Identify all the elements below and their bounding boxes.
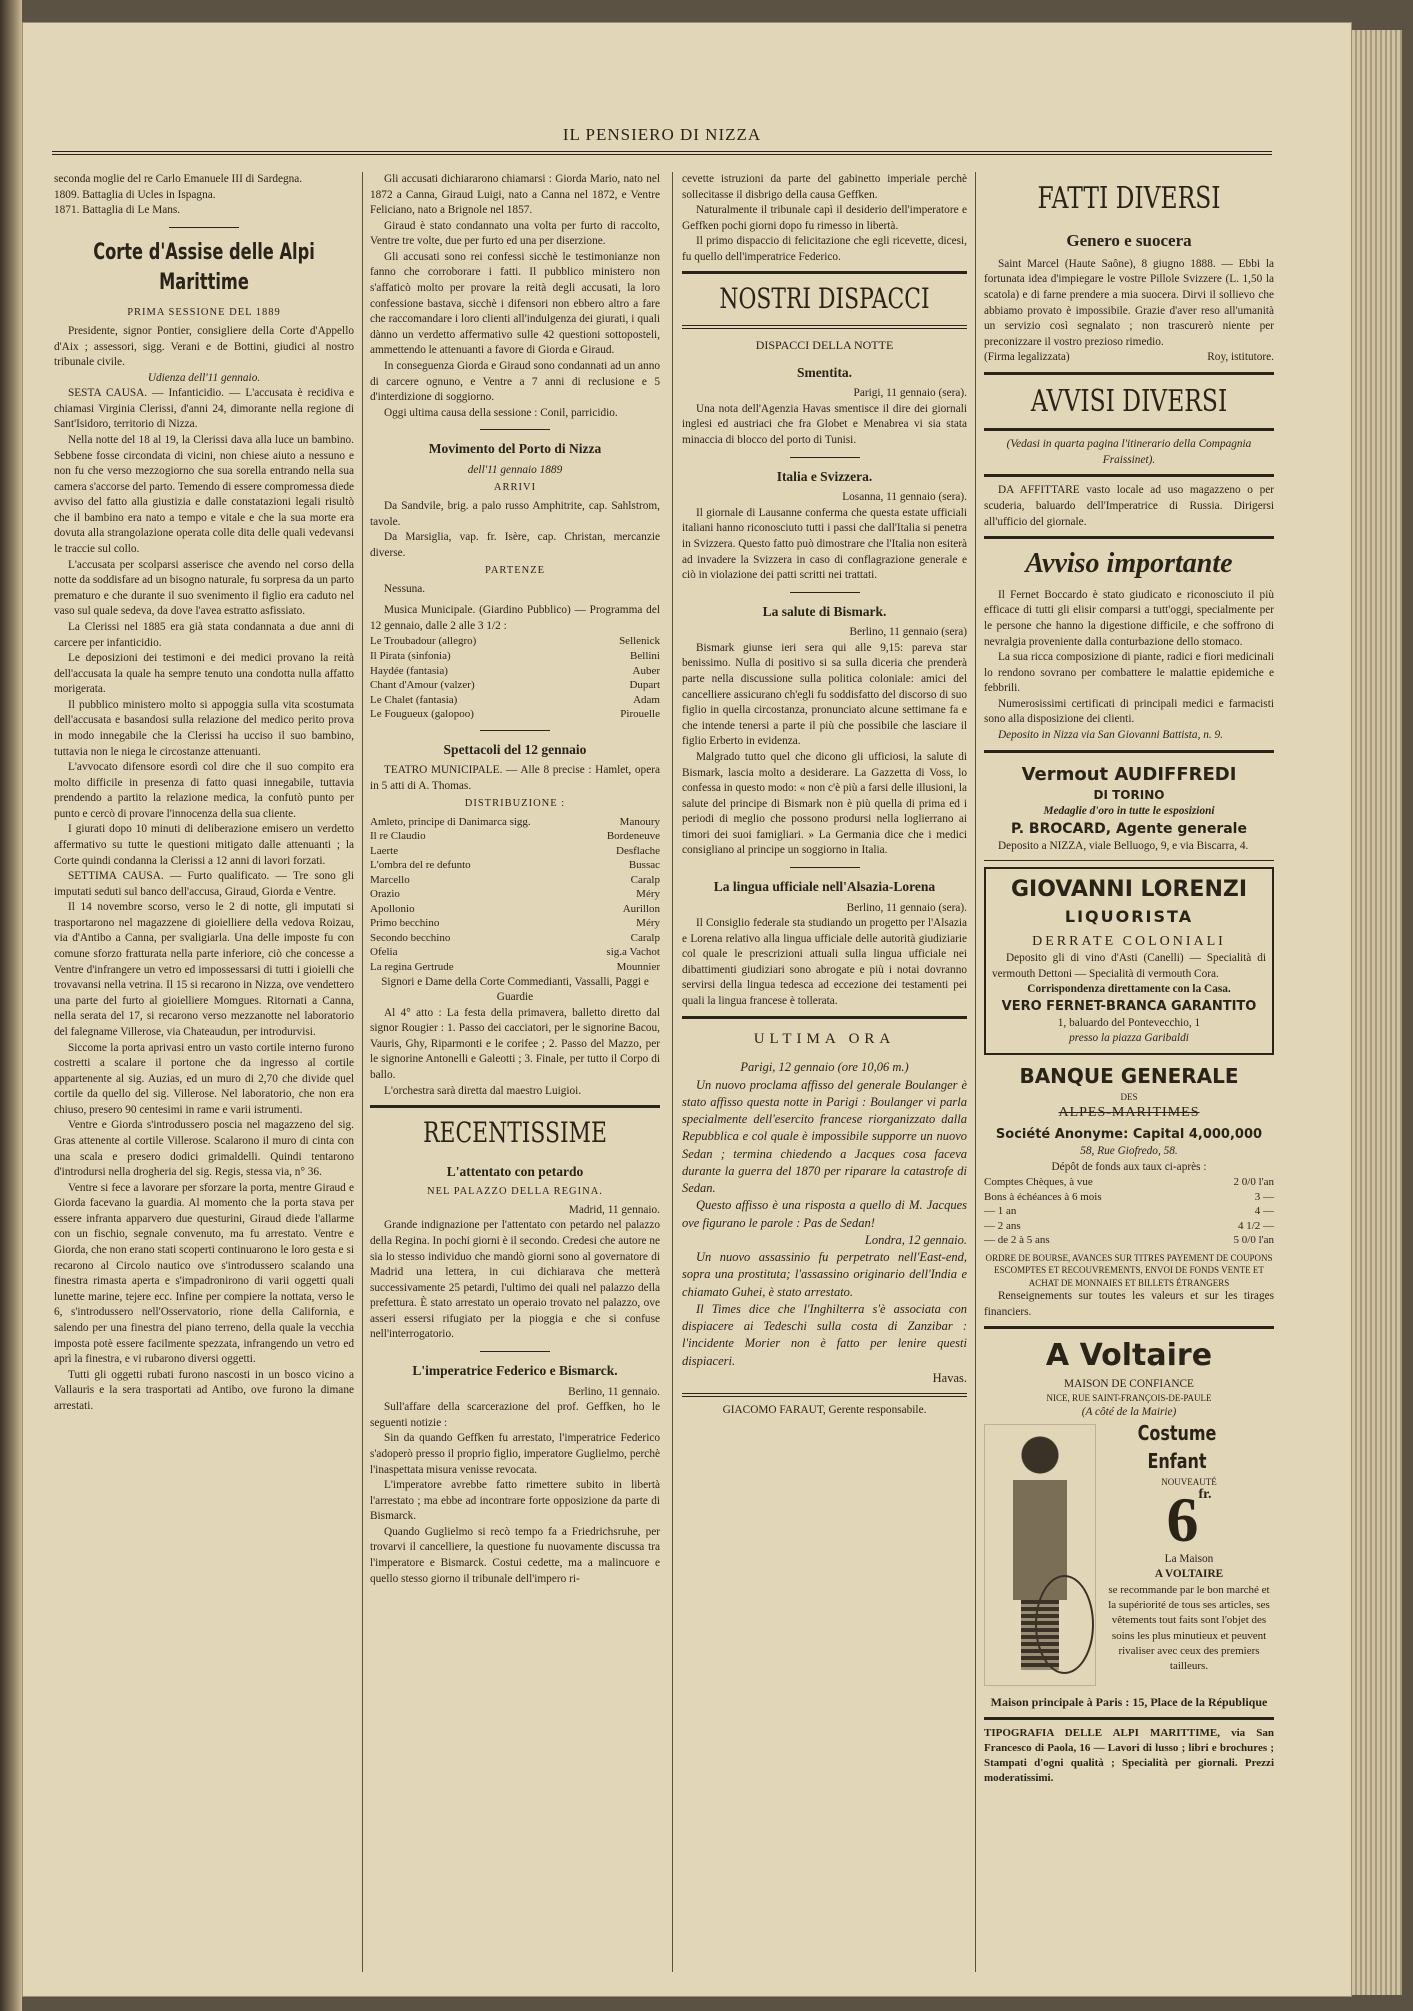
paragraph: Il Fernet Boccardo è stato giudicato e riconosciuto il più efficace di tutti gli elisir comparsi a tutt'oggi, specialmente per le persone che hanno la digestione difficile, e che soffrono di nevralgia proveniente dalla conturbazione dello stomaco. [984, 588, 1274, 648]
printer-ad: TIPOGRAFIA DELLE ALPI MARITTIME, via San Francesco di Paola, 16 — Lavori di lusso ; libri e brochures ; Stampati d'ogni qualità ; Specialità per giornali. Prezzi moderatissimi. [984, 1726, 1274, 1785]
separator [480, 429, 550, 430]
product-title: Costume Enfant [1137, 1421, 1217, 1473]
paragraph: Presidente, signor Pontier, consigliere della Corte d'Appello d'Aix ; assessori, sigg. Verani e de Bottini, giudici al nostro tribunale civile. [54, 324, 354, 369]
article-title: L'attentato con petardo [446, 1163, 584, 1179]
paragraph: L'avvocato difensore esordì col dire che il suo compito era molto difficile in presenza di fatto quasi innegabile, tuttavia prendendo a partito la relazione medica, la confutò punto per punto e cercò di provare l'innocenza della sua cliente. [54, 761, 354, 820]
section-rule [984, 1326, 1274, 1329]
piece-name: Haydée (fantasia) [370, 664, 448, 677]
paragraph: Malgrado tutto quel che dicono gli ufficiosi, la salute di Bismark, lascia molto a desiderare. La Gazzetta di Voss, lo confessa in questo modo: « non c'è più a farsi delle illusioni, la salute del principe di Bismark non è più quella di prima ed i periodi di meglio che possono prodursi nella loglierrano ai timori dei suoi famigliari. » La Germania dice che i medici consigliano al principe un soggiorno in Italia. [682, 750, 967, 857]
rate-value: 5 0/0 l'an [1233, 1234, 1274, 1247]
paragraph: Ventre si fece a lavorare per sforzare la porta, mentre Giraud e Giorda facevano la guardia. Al momento che la porta stava per essere infranta apparvero due questurini, Giraud diede l'allarme con un fischio, segnale convenuto, ma fu arrestato. Ventre e Giorda, che non erano stati scoperti continuarono le loro gesta e si recarono al Circolo nautico ove s'introdussero scalando una finestra rimasta aperta e s'impadronirono di varii oggetti quali lunette marine, tejere ecc. Infine per compiere la nottata, verso le 6, s'introdussero nell'Osservatorio, rione della California, e salendo per una finestra del piano terreno, della quale la vecchia imposta potè essere facilmente spezzata, infrangendo un vetro ed aprì la finestra, e vi rubarono diversi oggetti. [54, 1181, 354, 1366]
paragraph: L'orchestra sarà diretta dal maestro Luigioi. [384, 1084, 582, 1097]
column-rule [672, 172, 673, 1972]
cast-row [370, 873, 660, 888]
separator [480, 730, 550, 731]
intro-line: 1809. Battaglia di Ucles in Ispagna. [54, 188, 216, 201]
separator [790, 592, 860, 593]
product: VERO FERNET-BRANCA GARANTITO [1001, 998, 1257, 1014]
store-location: (A côté de la Mairie) [1081, 1405, 1177, 1418]
medals: Medaglie d'oro in tutte le esposizioni [1043, 804, 1215, 817]
article-subtitle: NEL PALAZZO DELLA REGINA. [427, 1186, 603, 1198]
dateline: Berlino, 11 gennaio (sera). [846, 901, 967, 914]
section-rule [682, 1393, 967, 1397]
paragraph: Giraud è stato condannato una volta per furto di raccolto, Ventre tre volte, due per furto ed una per diserzione. [370, 219, 660, 248]
music-intro: Musica Municipale. (Giardino Pubblico) — Programma del 12 gennaio, dalle 2 alle 3 1/2 : [370, 604, 660, 632]
rate-row [984, 1190, 1274, 1205]
page-edges [1352, 30, 1402, 1995]
rate-row [984, 1204, 1274, 1219]
bank-address: 58, Rue Giofredo, 58. [1080, 1145, 1178, 1158]
hoop-illustration [1035, 1575, 1094, 1674]
paragraph: Tutti gli oggetti rubati furono nascosti in un bosco vicino a Vallauris e la sera trasportati ad Antibo, ove furono la dimane arrestati. [54, 1368, 354, 1412]
paris-address: Maison principale à Paris : 15, Place de la République [990, 1695, 1268, 1710]
paragraph: L'accusata per scolparsi asserisce che avendo nel corso della notte da soddisfare ad un bisogno naturale, fu sorpresa da un parto prematuro e che durante il suo svenimento il figlio era caduto nel vaso sul quale sedeva, da dove l'avea estratto asfissiato. [54, 558, 354, 618]
paragraph: L'imperatore avrebbe fatto rimettere subito in libertà l'arrestato ; ma ebbe ad incontrare forte opposizione da parte di Bismarck. [370, 1479, 660, 1523]
paragraph: La sua ricca composizione di piante, radici e fiori medicinali lo rendono sovrano per combattere le malattie epidemiche e febbrili. [984, 651, 1274, 695]
rate-label: — 1 an [984, 1205, 1017, 1218]
note: (Vedasi in quarta pagina l'itinerario della Compagnia Fraissinet). [1006, 438, 1252, 466]
piece-author: Auber [632, 664, 660, 677]
paragraph: Sull'affare della scarcerazione del prof. Geffken, ho le seguenti notizie : [370, 1401, 660, 1429]
voltaire-ad [984, 1335, 1274, 1711]
bank-services: ORDRE DE BOURSE, AVANCES SUR TITRES PAYEMENT DE COUPONS ESCOMPTES ET RECOUVREMENTS, ENVOI DE FONDS VENTE ET ACHAT DE MONNAIES ET BILLETS ÉTRANGERS [985, 1252, 1273, 1288]
paragraph: Sin da quando Geffken fu arrestato, l'imperatrice Federico s'adoperò presso il proprio figlio, imperatore Guglielmo, perchè l'inaspettata misura venisse revocata. [370, 1432, 660, 1476]
section-rule [984, 372, 1274, 375]
separator [790, 457, 860, 458]
column-2 [370, 172, 660, 1982]
page-header [52, 117, 1272, 159]
role: L'ombra del re defunto [370, 859, 471, 872]
cast-row [370, 887, 660, 902]
paragraph: SESTA CAUSA. — Infanticidio. — L'accusata è recidiva e chiamasi Virginia Clerissi, d'anni 24, dimorante nella regione di Sant'Isidoro, territorio di Nizza. [54, 387, 354, 431]
role: Amleto, principe di Danimarca sigg. [370, 815, 531, 828]
cast-row [370, 902, 660, 917]
shop-type: LIQUORISTA [1064, 906, 1194, 926]
avvisi-title: AVVISI DIVERSI [1030, 383, 1228, 419]
price-value: 6 [1166, 1483, 1199, 1555]
shop-name: GIOVANNI LORENZI [1010, 877, 1248, 903]
paragraph: Al 4° atto : La festa della primavera, balletto diretto dal signor Rougier : 1. Passo dei cacciatori, per le signorine Bacou, Vauris, Ghy, Riparmonti e le corifee ; 2. Passo del Mazzo, per le signorine Antonelli e Galeotti ; 3. Finale, per tutto il Corpo di ballo. [370, 1006, 660, 1081]
article-title: Smentita. [796, 364, 853, 380]
column-rule [975, 172, 976, 1972]
cast-row [370, 858, 660, 873]
rate-value: 4 — [1254, 1205, 1274, 1218]
section-rule [984, 750, 1274, 753]
paragraph: Grande indignazione per l'attentato con petardo nel palazzo della Regina. In pochi giorni è il secondo. Credesi che autore ne sia lo stesso individuo che mandò giorni sono al governatore di Madrid una lettera, in cui dichiarava che metterà successivamente 25 petardi, l'ultimo dei quali nel palazzo della prefettura. È stato arrestato un operaio trovato nel palazzo, ove asseri essersi rifugiato per la pioggia e che si confuse nell'interrogatorio. [370, 1219, 660, 1341]
column-1 [54, 172, 354, 1982]
section-rule [984, 474, 1274, 477]
role: Laerte [370, 844, 399, 857]
address: presso la piazza Garibaldi [1069, 1032, 1189, 1045]
piece-author: Bellini [630, 649, 660, 662]
vermout-ad [984, 759, 1274, 862]
actor: Caralp [630, 873, 660, 886]
paragraph: Nella notte del 18 al 19, la Clerissi dava alla luce un bambino. Sebbene fosse circondata di vicini, non chiese aiuto a nessuno e non fu che verso mezzogiorno che sua sorella entrando nella sua camera s'accorse del parto. Temendo di essere compromessa diede avviso del fatto alla giustizia e dalle constatazioni legali risultò che il bambino era nato a tempo e vitale e che la sua morte era dovuta alla strangolazione operata colle dita delle quali vedevansi le traccie sul collo. [54, 433, 354, 556]
cast-row [370, 815, 660, 830]
section-rule [682, 271, 967, 274]
last-hour-title: ULTIMA ORA [753, 1030, 896, 1047]
program-row [370, 634, 660, 649]
book-spine [0, 0, 22, 2011]
dateline: Berlino, 11 gennaio (sera) [849, 626, 967, 639]
article-title: Genero e suocera [1066, 231, 1192, 251]
role: Marcello [370, 873, 410, 886]
arrivals-label: ARRIVI [493, 482, 537, 494]
cast-list [370, 815, 660, 975]
actor: sig.a Vachot [606, 946, 660, 959]
bank-name: BANQUE GENERALE [1019, 1064, 1239, 1088]
paragraph: Nessuna. [384, 582, 426, 595]
rate-value: 2 0/0 l'an [1233, 1176, 1274, 1189]
paragraph: Il Times dice che l'Inghilterra s'è associata con dispiacere ai Tedeschi sulla costa di Zanzibar : l'incidente Morier non è fatto per lenire questi dispiaceri. [682, 1301, 967, 1368]
signature: Havas. [932, 1370, 967, 1385]
role: Primo becchino [370, 917, 440, 930]
piece-author: Dupart [629, 679, 660, 692]
rate-label: — de 2 à 5 ans [984, 1234, 1050, 1247]
court-title: Corte d'Assise delle Alpi Marittime [93, 239, 315, 296]
paragraph: I giurati dopo 10 minuti di deliberazione emisero un verdetto affermativo su tutte le questioni mitigato dalle attenuanti ; la Corte quindi condanna la Clerissi a 12 anni di lavori forzati. [54, 823, 354, 867]
store-label: A VOLTAIRE [1154, 1568, 1224, 1581]
cast-row [370, 931, 660, 946]
section-rule [682, 325, 967, 329]
piece-name: Chant d'Amour (valzer) [370, 679, 475, 692]
shop-tagline: DERRATE COLONIALI [1032, 933, 1226, 949]
piece-author: Sellenick [619, 635, 660, 648]
store-description: se recommande par le bon marché et la supériorité de tous ses articles, ses vêtements tout faits sont l'objet des soins les plus minutieux et peuvent rivaliser avec ceux des premiers tailleurs. [1108, 1584, 1270, 1672]
deposit-label: Dépôt de fonds aux taux ci-après : [1051, 1160, 1207, 1173]
dateline: Losanna, 11 gennaio (sera). [842, 491, 967, 504]
paragraph: Il giornale di Lausanne conferma che questa estate ufficiali italiani hanno riconosciuto tutti i passi che dall'Italia si penetra in Svizzera. Questo fatto può dimostrare che l'Italia non esiterà ad invadere la Svizzera in caso di conflagrazione generale e ciò in violazione dei patti scritti nei trattati. [682, 506, 967, 582]
role: Apollonio [370, 902, 415, 915]
dateline: Berlino, 11 gennaio. [568, 1385, 660, 1398]
actor: Aurillon [622, 902, 660, 915]
for-rent-ad: DA AFFITTARE vasto locale ad uso magazzeno o per scuderia, baluardo dell'Imperatrice di Russia. Dirigersi all'ufficio del giornale. [984, 484, 1274, 528]
paragraph: In conseguenza Giorda e Giraud sono condannati ad un anno di carcere ognuno, e Ventre a 7 anni di reclusione e 5 d'interdizione di soggiorno. [370, 359, 660, 404]
rate-value: 3 — [1254, 1190, 1274, 1203]
actor: Mounnier [616, 960, 660, 973]
paragraph: Quando Guglielmo si recò tempo fa a Friedrichsruhe, per trovarvi il cancelliere, la questione fu nuovamente discussa tra l'imperatore e Bismarck. Costui cedette, ma a malincuore e quello stesso giorno il tribunale dell'impero ri- [370, 1525, 660, 1585]
column-4 [984, 172, 1274, 1982]
signature-left: (Firma legalizzata) [984, 351, 1070, 364]
paragraph: La Clerissi nel 1885 era già stata condannata a due anni di carcere per infanticidio. [54, 620, 354, 649]
section-rule [682, 1016, 967, 1019]
paragraph: Ventre e Giorda s'introdussero poscia nel magazzeno del sig. Gras attenente al cortile Villerose. Scalarono il muro di cinta con una scala e presero dodici grimaldelli. Quindi tentarono d'introdursi nella drogheria del sig. Regis, stessa via, n° 36. [54, 1119, 354, 1179]
dispatches-title: NOSTRI DISPACCI [719, 282, 930, 316]
dateline: Parigi, 11 gennaio (sera). [853, 387, 967, 400]
intro-line: 1871. Battaglia di Le Mans. [54, 204, 181, 217]
cast-footer: Signori e Dame della Corte Commedianti, Vassalli, Paggi e Guardie [381, 975, 649, 1004]
section-rule [984, 536, 1274, 539]
paragraph: Gli accusati sono rei confessi sicchè le testimonianze non fanno che corroborare i fatti. Il pubblico ministero non s'affaticò molto per provare la reità degli accusati, la loro confessione bastava, sicchè i difensori non ebbero altro a fare che raccomandare i loro clienti all'indulgenza dei giurati, i quali dànno un verdetto affermativo sulle 42 questioni sottoposteli, ammettendo le attenuanti a favore di Giorda e Giraud. [370, 250, 660, 357]
paragraph: Una nota dell'Agenzia Havas smentisce il dire dei giornali inglesi ed austriaci che fra Globet e Menabrea vi sia stata minaccia di blocco del porto di Tunisi. [682, 402, 967, 446]
dateline: Parigi, 12 gennaio (ore 10,06 m.) [740, 1060, 909, 1075]
recentissime-title: RECENTISSIME [423, 1116, 607, 1150]
piece-name: Le Fougueux (galopoo) [370, 708, 474, 721]
hearing-date: Udienza dell'11 gennaio. [147, 371, 261, 384]
newspaper-title: IL PENSIERO DI NIZZA [562, 125, 762, 144]
rate-row [984, 1175, 1274, 1190]
piece-name: Il Pirata (sinfonia) [370, 649, 451, 662]
brand-origin: DI TORINO [1093, 788, 1165, 803]
program-row [370, 678, 660, 693]
column-3 [682, 172, 967, 1982]
brand-name: Vermout AUDIFFREDI [1021, 763, 1237, 785]
role: Ofelia [370, 946, 398, 959]
paragraph: Naturalmente il tribunale capì il desiderio dell'imperatore e Geffken pochi giorni dopo fu rimesso in libertà. [682, 204, 967, 232]
actor: Méry [636, 888, 660, 901]
section-rule [984, 1717, 1274, 1720]
cast-row [370, 945, 660, 960]
paragraph: Saint Marcel (Haute Saône), 8 giugno 1888. — Ebbi la fortunata idea d'impiegare le vostre Pillole Svizzere (L. 1,50 la scatola) e di farne prendere a mia suocera. Dirvi il sollievo che abbiamo provato è impossibile. Grazie d'aver reso all'umanità un servizio così segnalato ; non trascurerò niente per preconizzare il vostro prezioso rimedio. [984, 257, 1274, 348]
paragraph: Il primo dispaccio di felicitazione che egli ricevette, dicesi, fu quello dell'imperatrice Federico. [682, 235, 967, 263]
address: 1, baluardo del Pontevecchio, 1 [1057, 1016, 1201, 1029]
paragraph: Deposito in Nizza via San Giovanni Battista, n. 9. [998, 729, 1223, 741]
port-title: Movimento del Porto di Nizza [428, 441, 602, 457]
piece-name: Le Troubadour (allegro) [370, 635, 477, 648]
actor: Manoury [619, 815, 660, 828]
paragraph: Le deposizioni dei testimoni e dei medici provano la reità dell'accusata la quale ha sempre tenuto una condotta nulla affatto morigerata. [54, 652, 354, 696]
rate-label: — 2 ans [984, 1219, 1021, 1232]
role: Il re Claudio [370, 830, 426, 843]
rate-row [984, 1219, 1274, 1234]
store-label: La Maison [1164, 1552, 1214, 1565]
cast-row [370, 829, 660, 844]
notice-title: Avviso importante [1025, 548, 1233, 580]
signature-right: Roy, istitutore. [1207, 351, 1274, 364]
paragraph: Siccome la porta aprivasi entro un vasto cortile interno furono costretti a scalare il portone che da ingresso al cortile appartenente al sig. Auzias, ed un muro di 2,70 che divide quel cortile da quello del sig. Villerose. Nel laboratorio, che non era chiuso, presero 90 centesimi in rame e varii istrumenti. [54, 1041, 354, 1116]
cast-label: DISTRIBUZIONE : [464, 798, 566, 810]
rate-label: Comptes Chèques, à vue [984, 1176, 1093, 1189]
price-unit: fr. [1198, 1486, 1212, 1502]
rate-label: Bons à échéances à 6 mois [984, 1190, 1102, 1203]
piece-name: Le Chalet (fantasia) [370, 693, 458, 706]
shows-title: Spettacoli del 12 gennaio [443, 741, 587, 757]
dispatches-subtitle: DISPACCI DELLA NOTTE [755, 338, 894, 353]
role: La regina Gertrude [370, 960, 454, 973]
paragraph: SETTIMA CAUSA. — Furto qualificato. — Tre sono gli imputati seduti sul banco dell'accusa, Giraud, Giorda e Ventre. [54, 870, 354, 898]
signature-row [984, 350, 1274, 366]
actor: Bordeneuve [606, 830, 660, 843]
store-name: A Voltaire [1045, 1338, 1213, 1374]
actor: Méry [636, 917, 660, 930]
column-rule [362, 172, 363, 1972]
actor: Desflache [616, 844, 660, 857]
program-row [370, 693, 660, 708]
cast-row [370, 916, 660, 931]
program-row [370, 649, 660, 664]
section-rule [984, 428, 1274, 431]
paragraph: Da Sandvile, brig. a palo russo Amphitrite, cap. Sahlstrom, tavole. [370, 499, 660, 528]
role: Secondo becchino [370, 931, 451, 944]
rate-value: 4 1/2 — [1237, 1219, 1274, 1232]
role: Orazio [370, 888, 400, 901]
paragraph: Un nuovo proclama affisso del generale Boulanger è stato affisso questa notte in Parigi : Boulanger vi parla specialmente dell'esercito francese riorganizzato dalla Repubblica e col quale è impossibile supporre un nuovo Sedan ; termina chiedendo a Jacques cosa faceva durante la guerra del 1870 per riparare la catastrofe di Sedan. [682, 1077, 967, 1196]
paragraph: cevette istruzioni da parte del gabinetto imperiale perchè sollecitasse il disbrigo della causa Geffken. [682, 173, 967, 201]
departures-label: PARTENZE [484, 565, 546, 577]
bank-region: ALPES-MARITIMES [1058, 1105, 1200, 1120]
paragraph: Da Marsiglia, vap. fr. Isère, cap. Christan, mercanzie diverse. [370, 531, 660, 559]
store-address: NICE, RUE SAINT-FRANÇOIS-DE-PAULE [1046, 1393, 1212, 1404]
cast-row [370, 960, 660, 975]
header-rule [52, 151, 1272, 155]
session-label: PRIMA SESSIONE DEL 1889 [127, 307, 281, 319]
dateline: Madrid, 11 gennaio. [568, 1203, 660, 1216]
article-title: La lingua ufficiale nell'Alsazia-Lorena [713, 878, 936, 894]
actor: Bussac [628, 859, 660, 872]
address: Deposito a NIZZA, viale Belluogo, 9, e via Biscarra, 4. [998, 839, 1249, 852]
music-program [370, 634, 660, 721]
intro-line: seconda moglie del re Carlo Emanuele III di Sardegna. [54, 173, 303, 185]
section-rule [370, 1105, 660, 1108]
separator [169, 227, 239, 228]
paragraph: Un nuovo assassinio fu perpetrato nell'East-end, sopra una prostituta; l'assassino originario dell'India e chiamato Guhei, è stato arrestato. [682, 1250, 967, 1299]
paragraph: TEATRO MUNICIPALE. — Alle 8 precise : Hamlet, opera in 5 atti di A. Thomas. [370, 764, 660, 792]
manager-name: GIACOMO FARAUT, Gerente responsabile. [722, 1404, 927, 1417]
new-label: NOUVEAUTÉ [1161, 1476, 1217, 1487]
dateline: Londra, 12 gennaio. [864, 1232, 967, 1247]
newspaper-page [22, 22, 1352, 1997]
port-date: dell'11 gennaio 1889 [467, 463, 563, 476]
cast-row [370, 844, 660, 859]
article-title: La salute di Bismark. [762, 603, 887, 619]
separator [790, 867, 860, 868]
piece-author: Pirouelle [620, 708, 660, 721]
paragraph: Questo affisso è una risposta a quello di M. Jacques ove figurano le parole : Pas de Sedan! [682, 1198, 967, 1230]
paragraph: Il Consiglio federale sta studiando un progetto per l'Alsazia e Lorena relativo alla lingua ufficiale delle autorità giudiziarie col quale le prescrizioni attuali sulla lingua ufficiale nei dibattimenti giudiziari sono abrogate e più i notai dovranno servirsi della lingua tedesca ad eccezione dei testamenti pei quali la lingua francese è tollerata. [682, 917, 967, 1008]
fatti-title: FATTI DIVERSI [1037, 181, 1221, 216]
paragraph: Deposito gli di vino d'Asti (Canelli) — Specialità di vermouth Dettoni — Specialità di vermouth Cora. [992, 952, 1266, 980]
paragraph: Il 14 novembre scorso, verso le 2 di notte, gli imputati si trasportarono nel magazzene di gioielliere della vedova Roizau, via d'Antibo a Canna, per svaligiarla. Una delle imposte fu con comune sforzo fratturata nella parte inferiore, ciò che concesse a Ventre d'infrangere un vetro ed impossessarsi di tutti i gioielli che trovavansi nella vetrina. Il 15 si recarono in Nizza, ove vendettero una parte del furto al gioielliere Momgues. Ritornati a Canna, nella serata del 17, si recarono verso mezzanotte nel laboratorio del falegname Villerose, via Chateaudun, per introdurvisi. [54, 901, 354, 1038]
paragraph: Numerosissimi certificati di principali medici e farmacisti sono alla disposizione dei clienti. [984, 697, 1274, 726]
piece-author: Adam [633, 693, 660, 706]
agent: P. BROCARD, Agente generale [1011, 820, 1247, 837]
paragraph: Bismark giunse ieri sera qui alle 9,15: pareva star benissimo. Nulla di positivo si sa sulla diceria che prenderà parte nella discussione sulla politica coloniale: amici del cancelliere assicurano ch'egli fu soddisfatto del discorso di suo figlio in quella circostanza, pronunciato alcune settimane fa e che intende tenersi a parte il più che possibile che lasciare il figlio Erberto in evidenza. [682, 641, 967, 748]
lorenzi-ad [984, 867, 1274, 1055]
program-row [370, 664, 660, 679]
paragraph: Il pubblico ministero molto si appoggia sulla vita scostumata dell'accusata e basandosi sulla relazione del medico perito prova in modo innegabile che la Clerissi ha ucciso il suo bambino, tuttavia non le niega le circostanze attenuanti. [54, 698, 354, 758]
paragraph: Oggi ultima causa della sessione : Conil, parricidio. [384, 406, 618, 419]
paragraph: Corrispondenza direttamente con la Casa. [1027, 983, 1231, 996]
bank-des: DES [1120, 1091, 1138, 1102]
article-title: L'imperatrice Federico e Bismarck. [412, 1363, 618, 1379]
rate-row [984, 1233, 1274, 1248]
separator [480, 1351, 550, 1352]
program-row [370, 707, 660, 722]
capital: Société Anonyme: Capital 4,000,000 [995, 1127, 1263, 1143]
article-title: Italia e Svizzera. [776, 468, 873, 484]
store-tagline: MAISON DE CONFIANCE [1064, 1377, 1194, 1390]
actor: Caralp [630, 931, 660, 944]
paragraph: Gli accusati dichiararono chiamarsi : Giorda Mario, nato nel 1872 a Canna, Giraud Luigi, nato a Canna nel 1872, e Ventre Feliciano, nato a Brignole nel 1857. [370, 173, 660, 217]
paragraph: Renseignements sur toutes les valeurs et sur les tirages financiers. [984, 1290, 1274, 1318]
bank-ad [984, 1063, 1274, 1320]
